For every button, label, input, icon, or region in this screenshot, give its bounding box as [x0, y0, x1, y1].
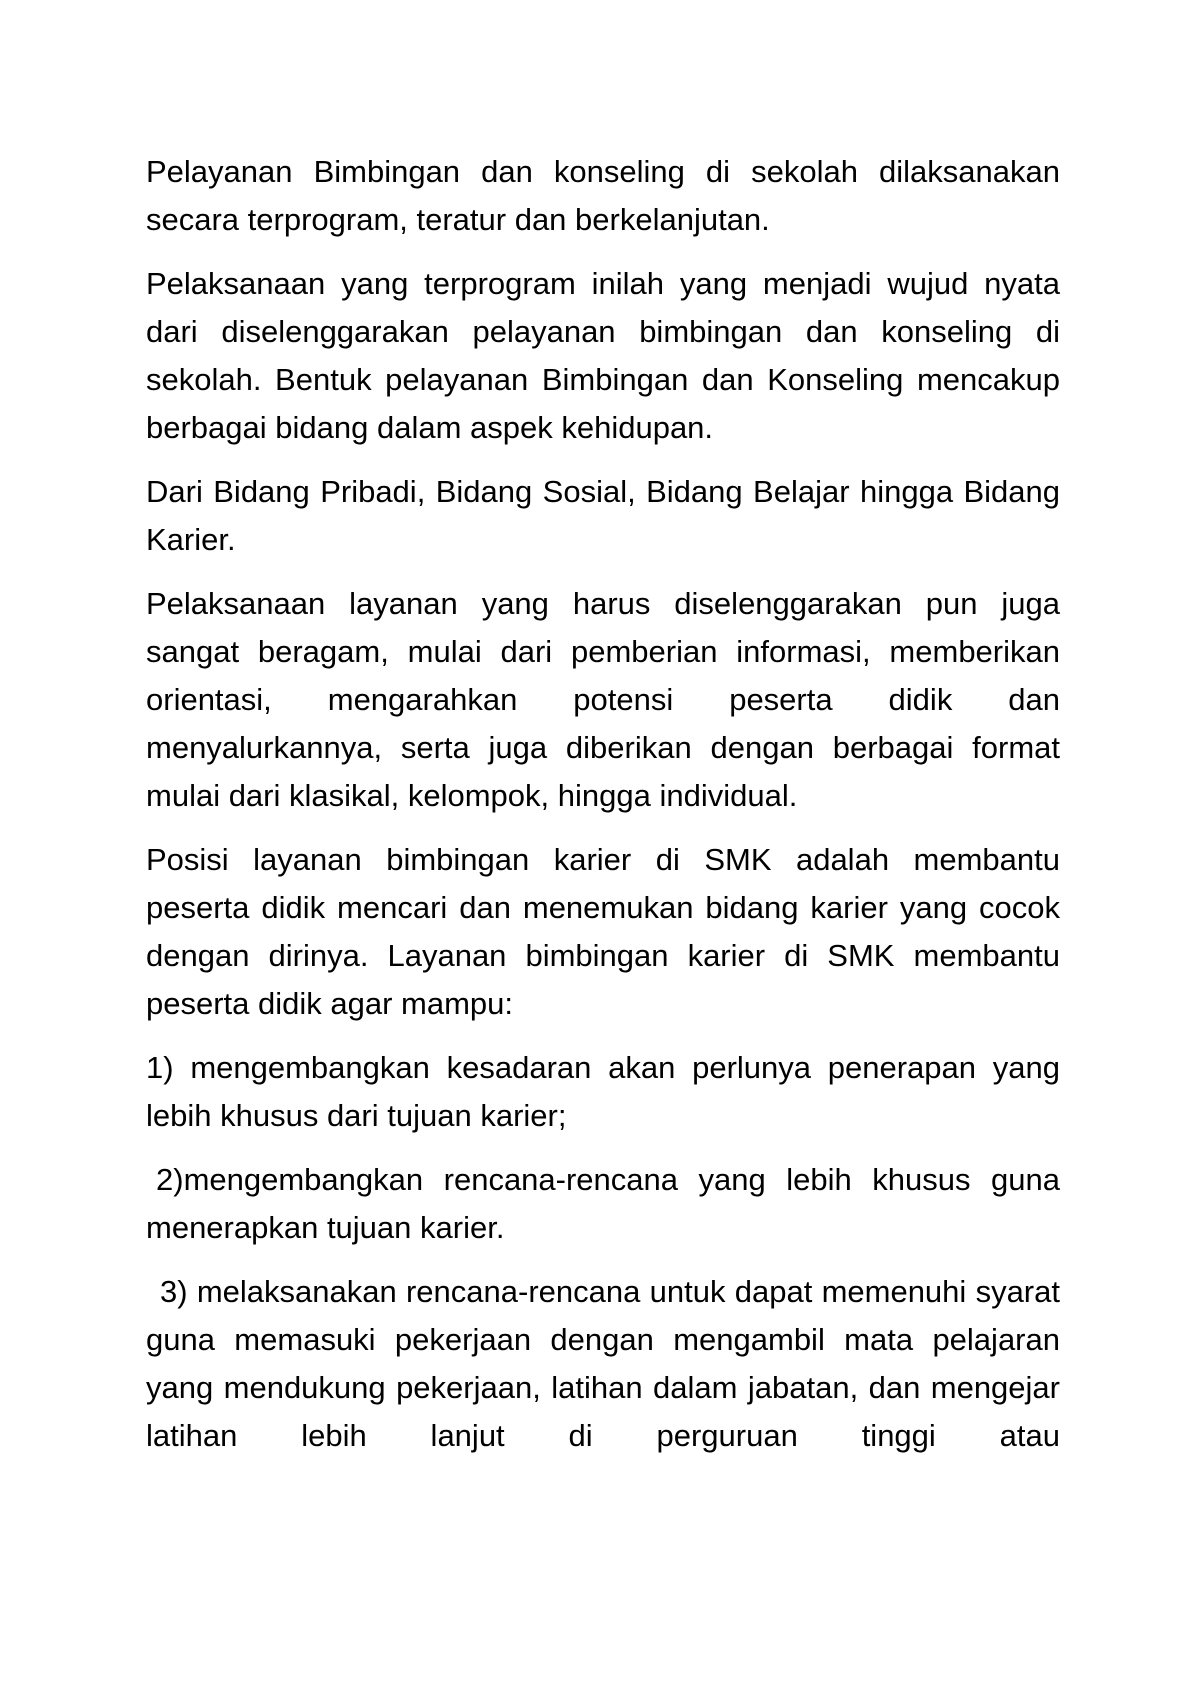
list-item-3: 3) melaksanakan rencana-rencana untuk dapat memenuhi syarat guna memasuki pekerjaan dengan mengambil mata pelajaran yang mendukung pekerjaan, latihan dalam jabatan, dan mengejar latihan lebih lanjut di perguruan tinggi atau [146, 1274, 1060, 1453]
list-item-1: 1) mengembangkan kesadaran akan perlunya penerapan yang lebih khusus dari tujuan karier; [146, 1050, 1060, 1133]
list-item-2: 2)mengembangkan rencana-rencana yang lebih khusus guna menerapkan tujuan karier. [146, 1162, 1060, 1245]
paragraph-4: Pelaksanaan layanan yang harus diselenggarakan pun juga sangat beragam, mulai dari pemberian informasi, memberikan orientasi, mengarahkan potensi peserta didik dan menyalurkannya, serta juga diberikan dengan berbagai format mulai dari klasikal, kelompok, hingga individual. [146, 586, 1060, 813]
paragraph-3: Dari Bidang Pribadi, Bidang Sosial, Bidang Belajar hingga Bidang Karier. [146, 474, 1060, 557]
paragraph-1: Pelayanan Bimbingan dan konseling di sekolah dilaksanakan secara terprogram, teratur dan berkelanjutan. [146, 154, 1060, 237]
document-body [146, 148, 1060, 1476]
paragraph-2: Pelaksanaan yang terprogram inilah yang menjadi wujud nyata dari diselenggarakan pelayanan bimbingan dan konseling di sekolah. Bentuk pelayanan Bimbingan dan Konseling mencakup berbagai bidang dalam aspek kehidupan. [146, 266, 1060, 445]
paragraph-5: Posisi layanan bimbingan karier di SMK adalah membantu peserta didik mencari dan menemukan bidang karier yang cocok dengan dirinya. Layanan bimbingan karier di SMK membantu peserta didik agar mampu: [146, 842, 1060, 1021]
